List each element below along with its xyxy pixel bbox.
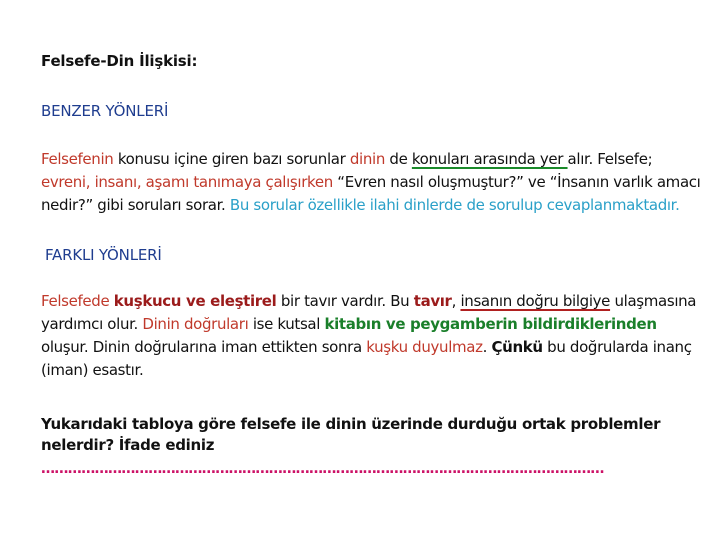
text-span: Bu sorular özellikle ilahi dinlerde de sorulup cevaplanmaktadır. xyxy=(229,196,680,214)
text-span: konusu içine giren bazı sorunlar xyxy=(113,150,350,168)
text-span: bu doğrularda inanç (iman) esastır. xyxy=(41,338,692,379)
text-span-bold: kitabın ve peygamberin bildirdiklerinden xyxy=(324,315,657,333)
text-span: bir tavır vardır. Bu xyxy=(276,292,414,310)
text-span: kuşku duyulmaz xyxy=(366,338,483,356)
question-text: Yukarıdaki tabloya göre felsefe ile dinin üzerinde durduğu ortak problemler nelerdir? İfade ediniz xyxy=(41,415,661,454)
text-span: , xyxy=(451,292,461,310)
section-title-differences: FARKLI YÖNLERİ xyxy=(45,246,162,264)
paragraph-similarities xyxy=(41,148,701,217)
text-span: Felsefede xyxy=(41,292,114,310)
text-span: ise kutsal xyxy=(248,315,325,333)
text-span: evreni, insanı, aşamı tanımaya çalışırken xyxy=(41,173,333,191)
text-span-bold: kuşkucu ve eleştirel xyxy=(113,292,277,310)
page-title: Felsefe-Din İlişkisi: xyxy=(41,52,198,70)
answer-line: ……………………………………………………………………………………………………………… xyxy=(41,461,604,477)
text-span: . xyxy=(482,338,492,356)
text-span-underlined: konuları arasında yer xyxy=(411,150,568,168)
text-span-bold: tavır xyxy=(413,292,452,310)
text-span-bold: Çünkü xyxy=(491,338,543,356)
text-span: oluşur. Dinin doğrularına iman ettikten sonra xyxy=(41,338,367,356)
text-span: Felsefenin xyxy=(41,150,114,168)
text-span: Dinin doğruları xyxy=(142,315,249,333)
text-span: de xyxy=(384,150,412,168)
text-span: “Evren nasıl oluşmuştur?” ve “İnsanın varlık amacı nedir?” gibi soruları sorar. xyxy=(41,173,701,214)
text-span: ulaşmasına yardımcı olur. xyxy=(41,292,697,333)
text-span: dinin xyxy=(349,150,385,168)
section-title-similarities: BENZER YÖNLERİ xyxy=(41,102,169,120)
text-span-underlined: insanın doğru bilgiye xyxy=(460,292,611,310)
text-span: alır. Felsefe; xyxy=(567,150,653,168)
paragraph-differences xyxy=(41,290,701,382)
